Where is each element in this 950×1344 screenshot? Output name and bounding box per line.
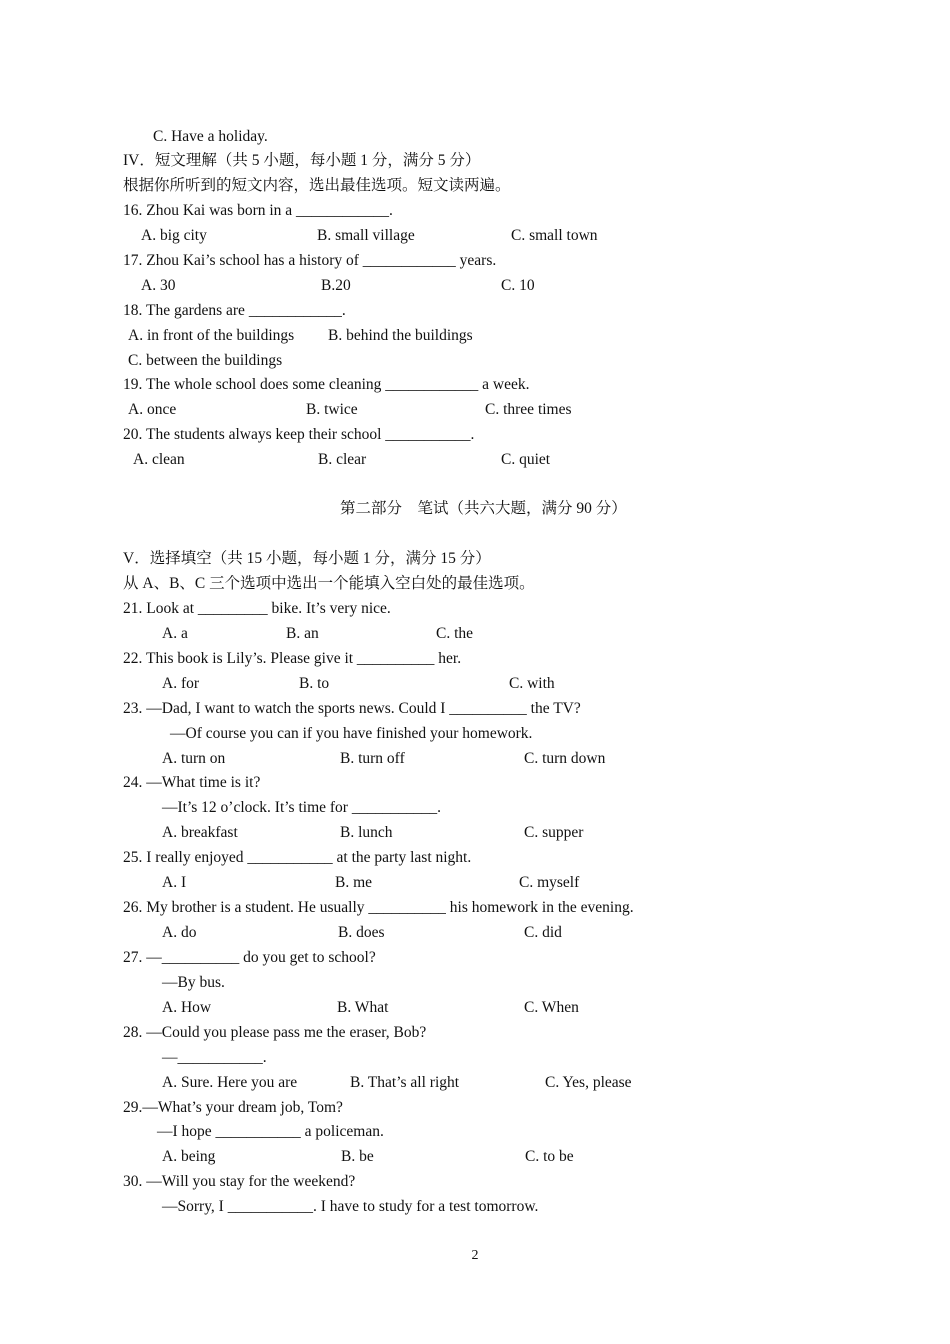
q18-stem: 18. The gardens are ____________.: [123, 302, 346, 319]
q28-option-a: A. Sure. Here you are: [162, 1074, 298, 1091]
q22-option-b: B. to: [299, 675, 330, 692]
q24-option-a: A. breakfast: [162, 824, 238, 841]
q24-option-b: B. lunch: [340, 824, 393, 841]
q18-option-b: B. behind the buildings: [328, 327, 473, 344]
q27-reply: —By bus.: [162, 974, 225, 991]
q22-option-c: C. with: [509, 675, 555, 692]
section-v-header: V．选择填空（共 15 小题，每小题 1 分，满分 15 分）: [123, 550, 491, 567]
q26-option-a: A. do: [162, 924, 197, 941]
q29-stem: 29.—What’s your dream job, Tom?: [123, 1099, 343, 1116]
q20-option-c: C. quiet: [501, 451, 551, 468]
q17-option-a: A. 30: [141, 277, 176, 294]
q26-stem: 26. My brother is a student. He usually __________ his homework in the evening.: [123, 899, 634, 916]
q20-option-a: A. clean: [133, 451, 185, 468]
q21-stem: 21. Look at _________ bike. It’s very nice.: [123, 600, 391, 617]
q27-option-c: C. When: [524, 999, 579, 1016]
q16-stem: 16. Zhou Kai was born in a ____________.: [123, 202, 393, 219]
part-two-title: 第二部分 笔试（共六大题，满分 90 分）: [340, 500, 627, 517]
q23-reply: —Of course you can if you have finished your homework.: [170, 725, 533, 742]
q16-option-a: A. big city: [141, 227, 207, 244]
q25-option-a: A. I: [162, 874, 187, 891]
q23-stem: 23. —Dad, I want to watch the sports news. Could I __________ the TV?: [123, 700, 581, 717]
q25-option-b: B. me: [335, 874, 373, 891]
q17-stem: 17. Zhou Kai’s school has a history of ____________ years.: [123, 252, 497, 269]
q22-stem: 22. This book is Lily’s. Please give it __________ her.: [123, 650, 462, 667]
q21-option-b: B. an: [286, 625, 319, 642]
q29-option-c: C. to be: [525, 1148, 574, 1165]
q24-stem: 24. —What time is it?: [123, 774, 261, 791]
q19-stem: 19. The whole school does some cleaning ____________ a week.: [123, 376, 530, 393]
q17-option-b: B.20: [321, 277, 351, 294]
q23-option-b: B. turn off: [340, 750, 405, 767]
q20-option-b: B. clear: [318, 451, 367, 468]
q28-stem: 28. —Could you please pass me the eraser, Bob?: [123, 1024, 427, 1041]
q26-option-c: C. did: [524, 924, 562, 941]
q27-option-a: A. How: [162, 999, 212, 1016]
q17-option-c: C. 10: [501, 277, 535, 294]
q21-option-a: A. a: [162, 625, 188, 642]
q27-stem: 27. —__________ do you get to school?: [123, 949, 376, 966]
q28-reply: —___________.: [162, 1049, 267, 1066]
q22-option-a: A. for: [162, 675, 200, 692]
q25-stem: 25. I really enjoyed ___________ at the party last night.: [123, 849, 472, 866]
section-iv-header: IV．短文理解（共 5 小题，每小题 1 分，满分 5 分）: [123, 152, 481, 169]
q29-option-b: B. be: [341, 1148, 374, 1165]
q25-option-c: C. myself: [519, 874, 580, 891]
q19-option-b: B. twice: [306, 401, 358, 418]
q20-stem: 20. The students always keep their school ___________.: [123, 426, 475, 443]
q30-reply: —Sorry, I ___________. I have to study for a test tomorrow.: [162, 1198, 539, 1215]
q15-option-c: C. Have a holiday.: [153, 128, 268, 145]
q16-option-b: B. small village: [317, 227, 415, 244]
q29-option-a: A. being: [162, 1148, 216, 1165]
q16-option-c: C. small town: [511, 227, 598, 244]
section-v-instruction: 从 A、B、C 三个选项中选出一个能填入空白处的最佳选项。: [123, 575, 535, 592]
q23-option-a: A. turn on: [162, 750, 226, 767]
q18-option-c: C. between the buildings: [128, 352, 283, 369]
page-number: 2: [471, 1248, 479, 1263]
q24-option-c: C. supper: [524, 824, 584, 841]
q19-option-a: A. once: [128, 401, 177, 418]
q30-stem: 30. —Will you stay for the weekend?: [123, 1173, 356, 1190]
q18-option-a: A. in front of the buildings: [128, 327, 295, 344]
q19-option-c: C. three times: [485, 401, 572, 418]
q28-option-b: B. That’s all right: [350, 1074, 460, 1091]
q24-reply: —It’s 12 o’clock. It’s time for ___________.: [162, 799, 441, 816]
section-iv-instruction: 根据你所听到的短文内容，选出最佳选项。短文读两遍。: [123, 177, 511, 194]
q27-option-b: B. What: [337, 999, 389, 1016]
q26-option-b: B. does: [338, 924, 385, 941]
q29-reply: —I hope ___________ a policeman.: [157, 1123, 384, 1140]
q28-option-c: C. Yes, please: [545, 1074, 632, 1091]
q23-option-c: C. turn down: [524, 750, 606, 767]
q21-option-c: C. the: [436, 625, 474, 642]
